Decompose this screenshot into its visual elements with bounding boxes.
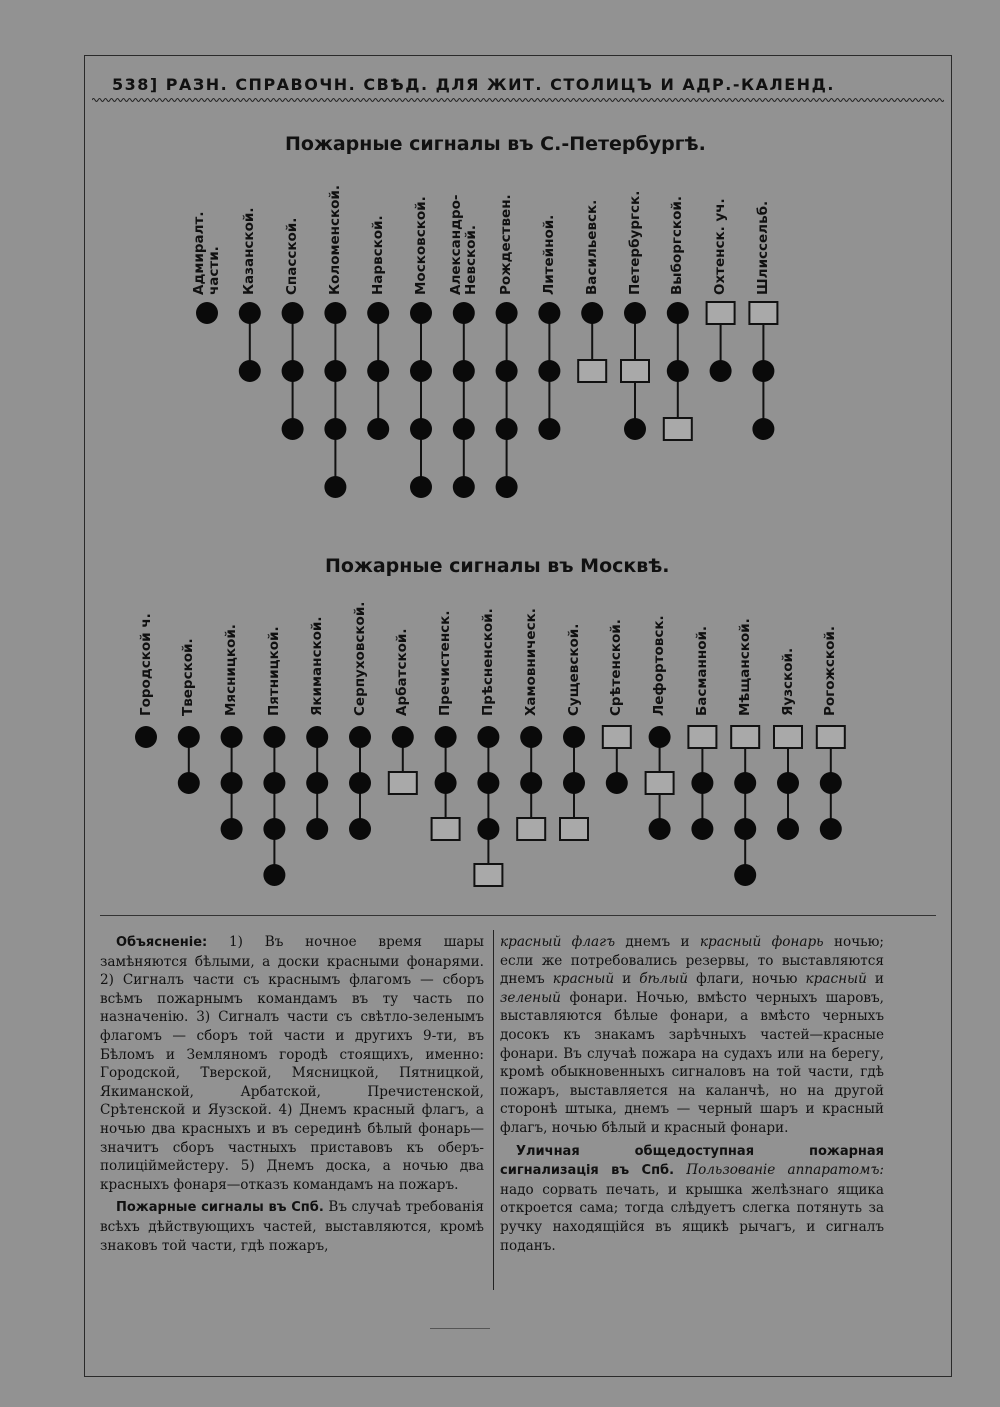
spb-column-label: Петербургск. <box>626 190 643 295</box>
moscow-ball-signal <box>392 726 414 748</box>
spb-ball-signal <box>624 302 646 324</box>
moscow-ball-signal <box>221 772 243 794</box>
spb-ball-signal <box>667 302 689 324</box>
spb-ball-signal <box>282 418 304 440</box>
moscow-column-label: Рогожской. <box>822 626 839 716</box>
left-paragraph <box>100 933 484 1194</box>
left-paragraph <box>100 1198 484 1255</box>
spb-ball-signal <box>496 302 518 324</box>
moscow-column-label: Якиманской. <box>308 616 325 716</box>
moscow-ball-signal <box>306 818 328 840</box>
moscow-column-label: Арбатской. <box>394 628 411 716</box>
moscow-ball-signal <box>734 864 756 886</box>
moscow-column-label: Прѣсненской. <box>479 608 496 716</box>
moscow-board-signal <box>474 864 502 886</box>
moscow-column-label: Яузской. <box>779 647 796 716</box>
spb-ball-signal <box>624 418 646 440</box>
paragraph-body: 1) Въ ночное время шары замѣняются бѣлыми, а доски красными фонарями. 2) Сигналъ части съ краснымъ флагомъ — сборъ всѣмъ пожарнымъ командамъ въ ту часть по назначенію. 3) Сигналъ части съ свѣтло-зеленымъ флагомъ — сборъ той части и другихъ 9-ти, въ Бѣломъ и Земляномъ городѣ стоящихъ, именно: Городской, Тверской, Мясницкой, Пятницкой, Якиманской, Арбатской, Пречистенской, Срѣтенской и Яузской. 4) Днемъ красный флагъ, а ночью два красныхъ и въ серединѣ бѣлый фонарь—значитъ сборъ частныхъ приставовъ къ оберъ-полиціймейстеру. 5) Днемъ доска, а ночью два красныхъ фонаря—отказъ командамъ на пожаръ. <box>100 934 484 1193</box>
spb-ball-signal <box>324 360 346 382</box>
spb-ball-signal <box>538 360 560 382</box>
text-column-right <box>500 933 884 1259</box>
spb-board-signal <box>707 302 735 324</box>
spb-title: Пожарные сигналы въ С.-Петербургѣ. <box>285 133 706 155</box>
moscow-board-signal <box>389 772 417 794</box>
spb-ball-signal <box>453 302 475 324</box>
moscow-ball-signal <box>306 772 328 794</box>
moscow-ball-signal <box>734 772 756 794</box>
moscow-ball-signal <box>349 726 371 748</box>
moscow-ball-signal <box>477 818 499 840</box>
spb-ball-signal <box>453 360 475 382</box>
right-paragraph <box>500 1142 884 1256</box>
moscow-ball-signal <box>520 726 542 748</box>
emphasis-text: красный <box>552 971 615 988</box>
moscow-column-label: Сущевской. <box>565 623 582 716</box>
spb-ball-signal <box>196 302 218 324</box>
moscow-board-signal <box>560 818 588 840</box>
spb-column-label: Коломенской. <box>326 184 343 295</box>
moscow-board-signal <box>603 726 631 748</box>
moscow-column-label: Серпуховской. <box>351 601 368 716</box>
spb-column-label: Васильевск. <box>583 199 600 295</box>
moscow-ball-signal <box>520 772 542 794</box>
moscow-ball-signal <box>820 772 842 794</box>
moscow-ball-signal <box>263 818 285 840</box>
paragraph-lead: Пожарные сигналы въ Спб. <box>116 1200 324 1216</box>
spb-ball-signal <box>410 418 432 440</box>
moscow-ball-signal <box>477 726 499 748</box>
spb-column-label: Шлиссельб. <box>754 200 771 295</box>
spb-ball-signal <box>752 418 774 440</box>
spb-column-label: Охтенск. уч. <box>712 198 729 295</box>
text-column-left <box>100 933 484 1259</box>
spb-ball-signal <box>282 302 304 324</box>
spb-column-label: Казанской. <box>241 207 258 295</box>
moscow-ball-signal <box>263 864 285 886</box>
spb-ball-signal <box>367 360 389 382</box>
spb-board-signal <box>621 360 649 382</box>
moscow-ball-signal <box>563 772 585 794</box>
section-rule <box>100 915 936 916</box>
spb-ball-signal <box>410 476 432 498</box>
spb-ball-signal <box>538 418 560 440</box>
spb-ball-signal <box>538 302 560 324</box>
spb-ball-signal <box>581 302 603 324</box>
moscow-column-label: Срѣтенской. <box>608 619 625 716</box>
spb-board-signal <box>749 302 777 324</box>
spb-column-label: Александро- Невской. <box>447 194 479 295</box>
moscow-ball-signal <box>435 772 457 794</box>
spb-ball-signal <box>752 360 774 382</box>
right-paragraph <box>500 933 884 1138</box>
spb-board-signal <box>578 360 606 382</box>
emphasis-text: красный <box>805 971 867 988</box>
moscow-column-label: Пятницкой. <box>265 626 282 716</box>
spb-ball-signal <box>282 360 304 382</box>
spb-ball-signal <box>453 476 475 498</box>
paragraph-body: надо сорвать печать, и крышка желѣзнаго ящика откроется сама; тогда слѣдуетъ слегка потянуть за ручку находящійся въ ящикѣ рычагъ, и сигналъ поданъ. <box>500 1181 884 1254</box>
paragraph-body: фонари. Ночью, вмѣсто черныхъ шаровъ, выставляются бѣлые фонари, а вмѣсто черныхъ досокъ къ знакамъ зарѣчныхъ частей—красные фонари. Въ случаѣ пожара на судахъ или на берегу, кромѣ обыкновенныхъ сигналовъ на той части, гдѣ пожаръ, выставляется на каланчѣ, но на другой сторонѣ штыка, днемъ — черный шаръ и красный флагъ, ночью бѣлый и красный фонари. <box>500 989 884 1136</box>
moscow-ball-signal <box>221 818 243 840</box>
spb-ball-signal <box>496 360 518 382</box>
moscow-ball-signal <box>306 726 328 748</box>
spb-column-label: Адмиралт. части. <box>191 211 222 295</box>
moscow-ball-signal <box>178 772 200 794</box>
moscow-ball-signal <box>691 818 713 840</box>
paragraph-body: днемъ и <box>615 934 700 950</box>
moscow-column-label: Басманной. <box>693 625 710 716</box>
spb-column-label: Спасской. <box>284 217 301 295</box>
moscow-board-signal <box>817 726 845 748</box>
moscow-ball-signal <box>477 772 499 794</box>
paragraph-body: ночью; если же потребовались резервы, то выставляются днемъ <box>500 934 884 988</box>
spb-ball-signal <box>324 418 346 440</box>
moscow-board-signal <box>517 818 545 840</box>
spb-ball-signal <box>667 360 689 382</box>
moscow-column-label: Лефортовск. <box>651 615 668 716</box>
spb-ball-signal <box>367 418 389 440</box>
moscow-board-signal <box>646 772 674 794</box>
moscow-ball-signal <box>263 726 285 748</box>
column-separator <box>493 930 494 1290</box>
paragraph-lead: Объясненіе: <box>116 935 208 950</box>
paragraph-body: и <box>866 971 884 988</box>
moscow-board-signal <box>731 726 759 748</box>
moscow-column-label: Хамовническ. <box>522 608 539 716</box>
moscow-column-label: Мясницкой. <box>223 624 240 716</box>
moscow-column-label: Пречистенск. <box>437 610 454 716</box>
moscow-ball-signal <box>178 726 200 748</box>
spb-column-label: Нарвской. <box>369 215 386 295</box>
spb-ball-signal <box>239 302 261 324</box>
moscow-board-signal <box>432 818 460 840</box>
moscow-board-signal <box>688 726 716 748</box>
moscow-ball-signal <box>777 772 799 794</box>
spb-ball-signal <box>496 476 518 498</box>
emphasis-text: зеленый <box>500 989 561 1006</box>
moscow-column-label: Городской ч. <box>137 613 154 716</box>
emphasis-text: красный фонарь <box>699 934 824 950</box>
paragraph-body: флаги, ночью <box>688 971 806 988</box>
emphasis-text: бѣлый <box>639 971 689 988</box>
paragraph-body: Въ случаѣ требованія всѣхъ дѣйствующихъ частей, выставляются, кромѣ знаковъ той части, гдѣ пожаръ, <box>100 1199 484 1254</box>
page-number: 538] <box>112 75 159 94</box>
spb-ball-signal <box>496 418 518 440</box>
paragraph-lead: Уличная общедоступная пожарная сигнализація въ Спб. <box>500 1143 884 1179</box>
moscow-column-label: Тверской. <box>180 638 197 716</box>
emphasis-text: красный флагъ <box>500 934 616 950</box>
spb-column-label: Литейной. <box>540 214 557 295</box>
moscow-ball-signal <box>734 818 756 840</box>
spb-ball-signal <box>453 418 475 440</box>
moscow-ball-signal <box>649 726 671 748</box>
emphasis-text: Пользованіе аппаратомъ: <box>674 1162 884 1179</box>
spb-ball-signal <box>410 302 432 324</box>
moscow-ball-signal <box>221 726 243 748</box>
moscow-ball-signal <box>606 772 628 794</box>
paragraph-body: и <box>614 971 640 988</box>
moscow-board-signal <box>774 726 802 748</box>
spb-ball-signal <box>367 302 389 324</box>
moscow-ball-signal <box>349 818 371 840</box>
moscow-ball-signal <box>777 818 799 840</box>
spb-ball-signal <box>324 302 346 324</box>
moscow-column-label: Мѣщанской. <box>736 618 753 716</box>
moscow-ball-signal <box>349 772 371 794</box>
spb-ball-signal <box>239 360 261 382</box>
moscow-ball-signal <box>263 772 285 794</box>
spb-ball-signal <box>410 360 432 382</box>
moscow-ball-signal <box>649 818 671 840</box>
bottom-rule <box>430 1328 490 1329</box>
moscow-ball-signal <box>820 818 842 840</box>
spb-ball-signal <box>710 360 732 382</box>
moscow-ball-signal <box>563 726 585 748</box>
spb-column-label: Рождествен. <box>498 194 515 295</box>
moscow-ball-signal <box>691 772 713 794</box>
spb-column-label: Московской. <box>412 196 429 295</box>
moscow-ball-signal <box>135 726 157 748</box>
spb-board-signal <box>664 418 692 440</box>
running-title: РАЗН. СПРАВОЧН. СВѢД. ДЛЯ ЖИТ. СТОЛИЦЪ И АДР.-КАЛЕНД. <box>165 75 835 94</box>
spb-ball-signal <box>324 476 346 498</box>
moscow-ball-signal <box>435 726 457 748</box>
spb-column-label: Выборгской. <box>669 196 686 295</box>
moscow-title: Пожарные сигналы въ Москвѣ. <box>325 555 670 577</box>
